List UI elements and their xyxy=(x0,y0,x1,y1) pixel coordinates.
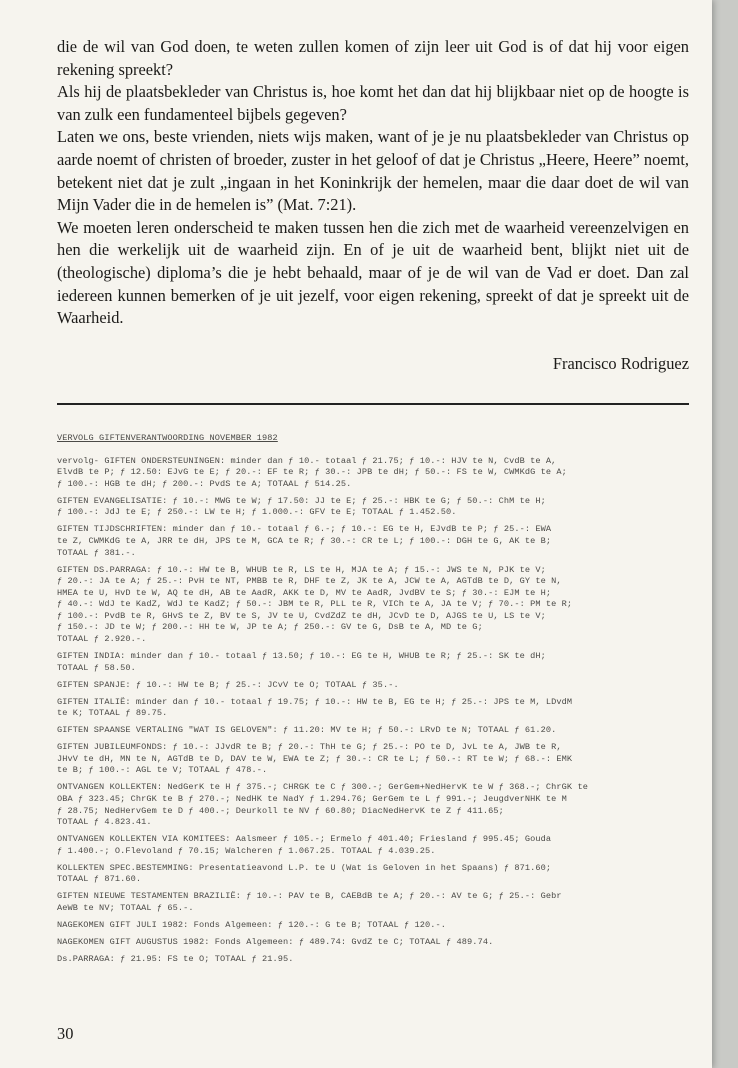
listing-section xyxy=(57,920,697,932)
listing-line: te Z, CWMKdG te A, JRR te dH, JPS te M, GCA te R; ƒ 30.-: CR te L; ƒ 100.-: DGH te G, AK te B; xyxy=(57,535,552,546)
listing-section xyxy=(57,863,697,886)
listing-section xyxy=(57,565,697,646)
listing-line: ƒ 100.-: HGB te dH; ƒ 200.-: PvdS te A; TOTAAL ƒ 514.25. xyxy=(57,478,352,489)
listing-line: TOTAAL ƒ 2.920.-. xyxy=(57,634,147,645)
donations-listing xyxy=(57,433,697,971)
listing-line: ƒ 100.-: JdJ te E; ƒ 250.-: LW te H; ƒ 1.000.-: GFV te E; TOTAAL ƒ 1.452.50. xyxy=(57,507,457,518)
page-number: 30 xyxy=(57,1024,74,1043)
paragraph: die de wil van God doen, te weten zullen komen of zijn leer uit God is of dat hij voor eigen rekening spreekt? xyxy=(57,37,689,79)
article-body xyxy=(57,36,689,330)
listing-line: Ds.PARRAGA: ƒ 21.95: FS te O; TOTAAL ƒ 21.95. xyxy=(57,953,294,964)
listing-line: ƒ 20.-: JA te A; ƒ 25.-: PvH te NT, PMBB te R, DHF te Z, JK te A, JCW te A, AGTdB te D, GY te N, xyxy=(57,576,562,587)
listing-line: ƒ 100.-: PvdB te R, GHvS te Z, BV te S, JV te U, CvdZdZ te dH, JCvD te D, AJGS te U, LS te V; xyxy=(57,610,546,621)
listing-line: GIFTEN SPAANSE VERTALING "WAT IS GELOVEN": ƒ 11.20: MV te H; ƒ 50.-: LRvD te N; TOTAAL ƒ 61.20. xyxy=(57,725,557,736)
listing-line: TOTAAL ƒ 4.823.41. xyxy=(57,817,152,828)
listing-line: GIFTEN TIJDSCHRIFTEN: minder dan ƒ 10.- totaal ƒ 6.-; ƒ 10.-: EG te H, EJvdB te P; ƒ 25.-: EWA xyxy=(57,524,552,535)
listing-section xyxy=(57,496,697,519)
listing-section xyxy=(57,524,697,559)
listing-line: GIFTEN INDIA: minder dan ƒ 10.- totaal ƒ 13.50; ƒ 10.-: EG te H, WHUB te R; ƒ 25.-: SK te dH; xyxy=(57,651,546,662)
listing-section xyxy=(57,937,697,949)
listing-line: GIFTEN NIEUWE TESTAMENTEN BRAZILIË: ƒ 10.-: PAV te B, CAEBdB te A; ƒ 20.-: AV te G; ƒ 25.-: Gebr xyxy=(57,891,562,902)
listing-line: ƒ 1.400.-; O.Flevoland ƒ 70.15; Walcheren ƒ 1.067.25. TOTAAL ƒ 4.039.25. xyxy=(57,845,436,856)
paragraph: Als hij de plaatsbekleder van Christus is, hoe komt het dan dat hij blijkbaar niet op de hoogte is van zulk een fundamenteel bijbels gegeven? xyxy=(57,82,689,124)
listing-line: GIFTEN EVANGELISATIE: ƒ 10.-: MWG te W; ƒ 17.50: JJ te E; ƒ 25.-: HBK te G; ƒ 50.-: ChM te H; xyxy=(57,495,546,506)
listing-line: te B; ƒ 100.-: AGL te V; TOTAAL ƒ 478.-. xyxy=(57,765,268,776)
author-signature: Francisco Rodriguez xyxy=(552,354,689,373)
listing-section xyxy=(57,456,697,491)
listing-section xyxy=(57,651,697,674)
listing-line: ONTVANGEN KOLLEKTEN: NedGerK te H ƒ 375.-; CHRGK te C ƒ 300.-; GerGem+NedHervK te W ƒ 368.-; ChrGK te xyxy=(57,782,588,793)
listing-line: KOLLEKTEN SPEC.BESTEMMING: Presentatieavond L.P. te U (Wat is Geloven in het Spaans) ƒ 871.60; xyxy=(57,862,552,873)
listing-section xyxy=(57,742,697,777)
listing-line: TOTAAL ƒ 871.60. xyxy=(57,874,142,885)
listing-sections xyxy=(57,456,697,966)
listing-line: TOTAAL ƒ 58.50. xyxy=(57,662,136,673)
listing-line: GIFTEN DS.PARRAGA: ƒ 10.-: HW te B, WHUB te R, LS te H, MJA te A; ƒ 15.-: JWS te N, PJK te V; xyxy=(57,564,546,575)
listing-line: ƒ 40.-: WdJ te KadZ, WdJ te KadZ; ƒ 50.-: JBM te R, PLL te R, VICh te A, JA te V; ƒ 70.-: PM te R; xyxy=(57,599,573,610)
listing-section xyxy=(57,782,697,828)
listing-section xyxy=(57,834,697,857)
listing-section xyxy=(57,697,697,720)
listing-line: vervolg- GIFTEN ONDERSTEUNINGEN: minder dan ƒ 10.- totaal ƒ 21.75; ƒ 10.-: HJV te N, CvdB te A, xyxy=(57,455,557,466)
listing-line: OBA ƒ 323.45; ChrGK te B ƒ 270.-; NedHK te NadY ƒ 1.294.76; GerGem te L ƒ 991.-; JeugdverNHK te M xyxy=(57,793,567,804)
listing-line: ONTVANGEN KOLLEKTEN VIA KOMITEES: Aalsmeer ƒ 105.-; Ermelo ƒ 401.40; Friesland ƒ 995.45; Gouda xyxy=(57,834,552,845)
listing-line: GIFTEN JUBILEUMFONDS: ƒ 10.-: JJvdR te B; ƒ 20.-: ThH te G; ƒ 25.-: PO te D, JvL te A, JWB te R, xyxy=(57,742,562,753)
listing-line: GIFTEN ITALIË: minder dan ƒ 10.- totaal ƒ 19.75; ƒ 10.-: HW te B, EG te H; ƒ 25.-: JPS te M, LDvdM xyxy=(57,696,573,707)
listing-line: AeWB te NV; TOTAAL ƒ 65.-. xyxy=(57,902,194,913)
listing-line: ElvdB te P; ƒ 12.50: EJvG te E; ƒ 20.-: EF te R; ƒ 30.-: JPB te dH; ƒ 50.-: FS te W, CWMKdG te A; xyxy=(57,467,567,478)
listing-line: HMEA te U, HvD te W, AQ te dH, AB te AadR, AKK te D, MV te AadR, JvdBV te S; ƒ 30.-: EJM te H; xyxy=(57,587,552,598)
listing-line: NAGEKOMEN GIFT AUGUSTUS 1982: Fonds Algemeen: ƒ 489.74: GvdZ te C; TOTAAL ƒ 489.74. xyxy=(57,936,494,947)
listing-heading: VERVOLG GIFTENVERANTWOORDING NOVEMBER 1982 xyxy=(57,433,278,443)
listing-line: te K; TOTAAL ƒ 89.75. xyxy=(57,708,168,719)
listing-line: GIFTEN SPANJE: ƒ 10.-: HW te B; ƒ 25.-: JCvV te O; TOTAAL ƒ 35.-. xyxy=(57,679,399,690)
listing-section xyxy=(57,680,697,692)
listing-line: TOTAAL ƒ 381.-. xyxy=(57,547,136,558)
paragraph: Laten we ons, beste vrienden, niets wijs maken, want of je je nu plaatsbekleder van Christus op aarde noemt of christen of broeder, zuster in het geloof of dat je Christus „Heere, Heere” noemt, betekent niet dat je zult „ingaan in het Koninkrijk der hemelen, maar die daar doet de wil van Mijn Vader die in de hemelen is” (Mat. 7:21). xyxy=(57,127,689,215)
section-divider xyxy=(57,403,689,405)
listing-line: ƒ 28.75; NedHervGem te D ƒ 400.-; Deurkoll te NV ƒ 60.80; DiacNedHervK te Z ƒ 411.65; xyxy=(57,805,504,816)
listing-line: NAGEKOMEN GIFT JULI 1982: Fonds Algemeen: ƒ 120.-: G te B; TOTAAL ƒ 120.-. xyxy=(57,919,447,930)
listing-line: JHvV te dH, MN te N, AGTdB te D, DAV te W, EWA te Z; ƒ 30.-: CR te L; ƒ 50.-: RT te W; ƒ 68.-: EMK xyxy=(57,753,573,764)
listing-line: ƒ 150.-: JD te W; ƒ 200.-: HH te W, JP te A; ƒ 250.-: GV te G, DsB te A, MD te G; xyxy=(57,622,483,633)
paragraph: We moeten leren onderscheid te maken tussen hen die zich met de waarheid vereenzelvigen en hen die werkelijk uit de waarheid zijn. En of je uit de waarheid bent, blijkt niet uit de (theologische) diploma’s die je hebt behaald, maar of je de wil van de Vad er doet. Dan zal iedereen kunnen bemerken of je uit jezelf, voor eigen rekening, spreekt of dat je spreekt uit de Waarheid. xyxy=(57,217,689,328)
listing-section xyxy=(57,891,697,914)
listing-section xyxy=(57,954,697,966)
listing-section xyxy=(57,725,697,737)
